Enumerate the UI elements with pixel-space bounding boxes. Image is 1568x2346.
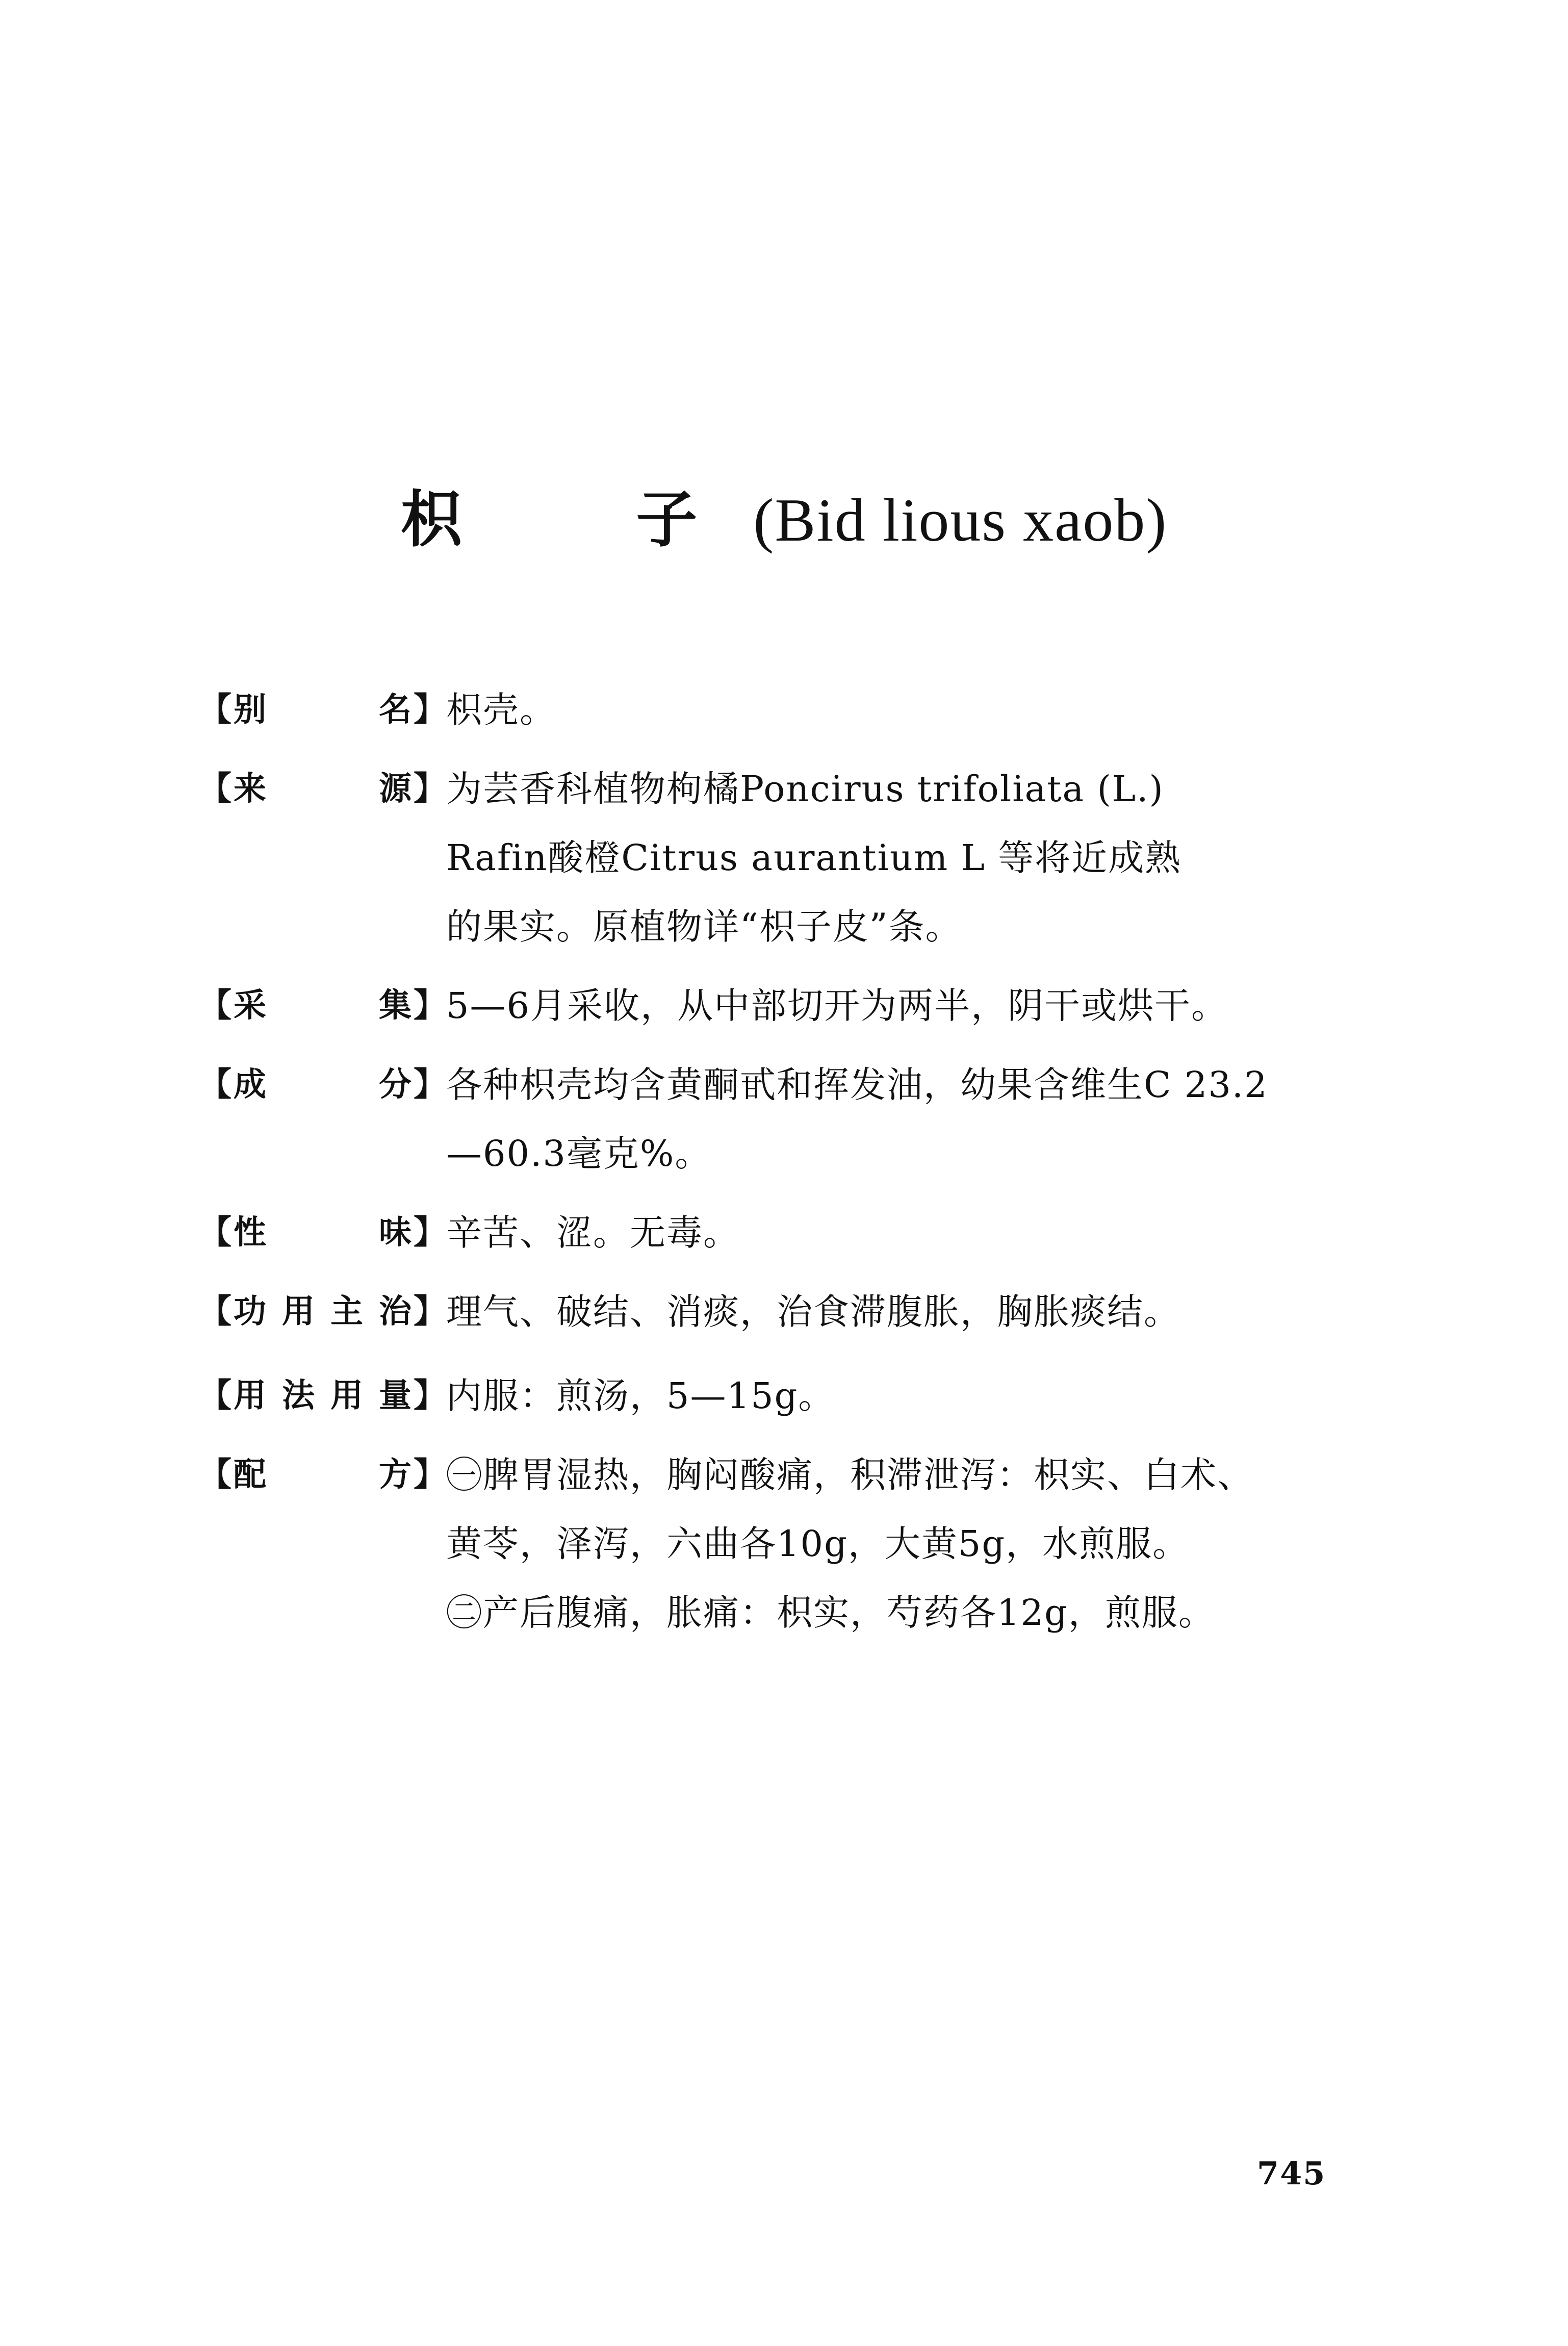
entry-fields: [199, 676, 1397, 1658]
field-label: 【 性 味 】: [199, 1214, 446, 1252]
field-source: [199, 755, 1397, 961]
field-label: 【 配 方 】: [199, 1456, 446, 1494]
field-body: 枳壳。: [446, 689, 556, 731]
field-body: 辛苦、涩。无毒。: [446, 1212, 740, 1254]
field-usage: [199, 1362, 1397, 1431]
field-composition: [199, 1051, 1397, 1188]
field-body: 为芸香科植物枸橘Poncirus trifoliata (L.) Rafin酸橙Citrus aurantium L 等将近成熟 的果实。原植物详“枳子皮”条。: [446, 768, 1182, 948]
title-romanized: (Bid lious xaob): [753, 486, 1168, 554]
field-prescription: [199, 1441, 1397, 1647]
entry-title: [0, 482, 1568, 558]
field-function: [199, 1278, 1397, 1346]
field-label: 【 采 集 】: [199, 987, 446, 1025]
page-number: 745: [1257, 2155, 1326, 2192]
field-alias: [199, 676, 1397, 745]
field-collection: [199, 972, 1397, 1040]
field-label: 【 功用主治 】: [199, 1293, 446, 1331]
field-taste: [199, 1198, 1397, 1267]
field-body: 内服：煎汤，5—15g。: [446, 1375, 835, 1417]
field-body: 各种枳壳均含黄酮甙和挥发油，幼果含维生C 23.2 —60.3毫克%。: [446, 1064, 1268, 1175]
field-body: 5—6月采收，从中部切开为两半，阴干或烘干。: [446, 985, 1228, 1027]
field-body: 理气、破结、消痰，治食滞腹胀，胸胀痰结。: [446, 1291, 1180, 1333]
field-label: 【 成 分 】: [199, 1066, 446, 1104]
field-body: ㊀脾胃湿热，胸闷酸痛，积滞泄泻：枳实、白术、 黄苓，泽泻，六曲各10g，大黄5g，水煎服。 ㊁产后腹痛，胀痛：枳实，芍药各12g，煎服。: [446, 1454, 1254, 1634]
field-label: 【 别 名 】: [199, 691, 446, 729]
field-label: 【 用法用量 】: [199, 1377, 446, 1415]
field-label: 【 来 源 】: [199, 770, 446, 808]
title-chinese: 枳 子: [400, 484, 774, 555]
